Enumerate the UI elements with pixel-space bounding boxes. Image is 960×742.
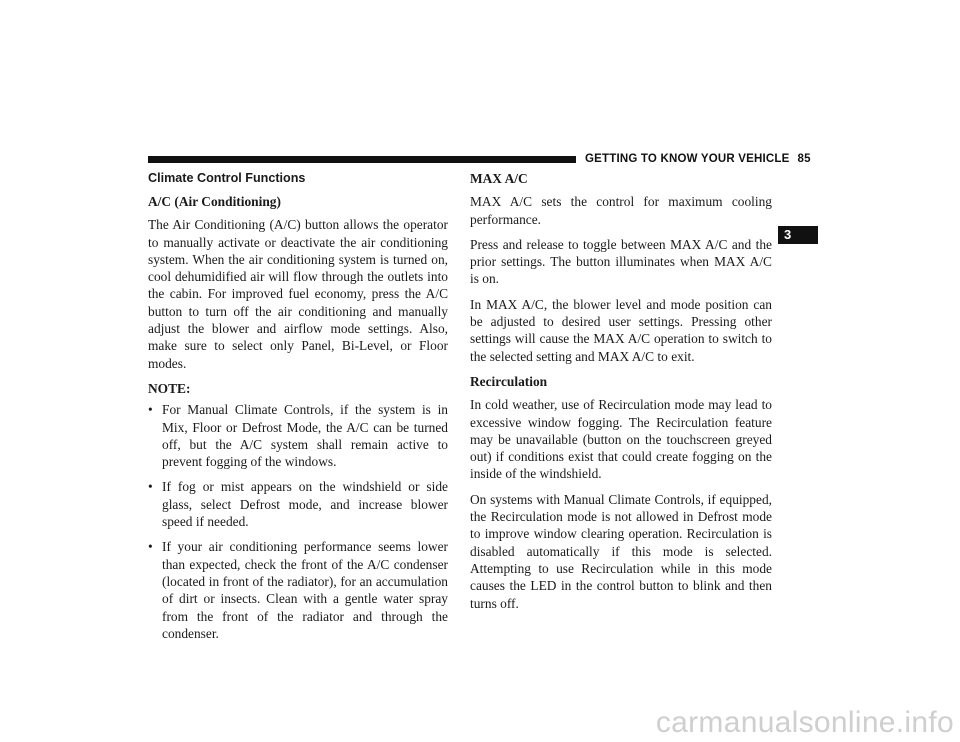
right-column [470,170,772,620]
recirculation-heading: Recirculation [470,373,548,389]
chapter-tab: 3 [778,226,818,244]
max-ac-heading: MAX A/C [470,171,528,186]
note-list [148,401,448,642]
header-section-label: GETTING TO KNOW YOUR VEHICLE [585,153,790,165]
note-item [148,401,448,470]
note-label: NOTE: [148,380,191,396]
max-ac-paragraph-1: MAX A/C sets the control for maximum cooling performance. [470,194,772,227]
page-number: 85 [797,153,811,165]
section-title: Climate Control Functions [148,171,306,185]
bullet-icon: • [148,402,153,418]
note-text: If fog or mist appears on the windshield or side glass, select Defrost mode, and increase blower speed if needed. [162,479,448,530]
watermark: carmanualsonline.info [655,706,954,739]
bullet-icon: • [148,479,153,495]
ac-heading: A/C (Air Conditioning) [148,194,281,209]
bullet-icon: • [148,539,153,555]
header-rule [148,156,576,163]
note-item [148,478,448,530]
max-ac-paragraph-2: Press and release to toggle between MAX A/C and the prior settings. The button illuminates when MAX A/C is on. [470,236,772,287]
max-ac-paragraph-3: In MAX A/C, the blower level and mode position can be adjusted to desired user settings. Pressing other settings will cause the MAX A/C operation to switch to the selected setting and MAX A/C to exit. [470,296,772,364]
recirculation-paragraph-1: In cold weather, use of Recirculation mode may lead to excessive window fogging. The Recirculation feature may be unavailable (button on the touchscreen greyed out) if conditions exist that could create fogging on the inside of the windshield. [470,397,772,482]
ac-paragraph: The Air Conditioning (A/C) button allows the operator to manually activate or deactivate the air conditioning system. When the air conditioning system is turned on, cool dehumidified air will flow through the outlets into the cabin. For improved fuel economy, press the A/C button to turn off the air conditioning and manually adjust the blower and airflow mode settings. Also, make sure to select only Panel, Bi-Level, or Floor modes. [148,217,448,371]
recirculation-paragraph-2: On systems with Manual Climate Controls, if equipped, the Recirculation mode is not allowed in Defrost mode to improve window clearing operation. Recirculation is disabled automatically if this mode is selected. Attempting to use Recirculation while in this mode causes the LED in the control button to blink and then turns off. [470,491,772,611]
note-text: For Manual Climate Controls, if the system is in Mix, Floor or Defrost Mode, the A/C can be turned off, but the A/C system shall remain active to prevent fogging of the windows. [162,402,448,470]
running-header [585,153,811,165]
note-item [148,538,448,642]
left-column [148,170,448,650]
note-text: If your air conditioning performance seems lower than expected, check the front of the A/C condenser (located in front of the radiator), for an accumulation of dirt or insects. Clean with a gentle water spray from the front of the radiator and through the condenser. [162,539,448,641]
